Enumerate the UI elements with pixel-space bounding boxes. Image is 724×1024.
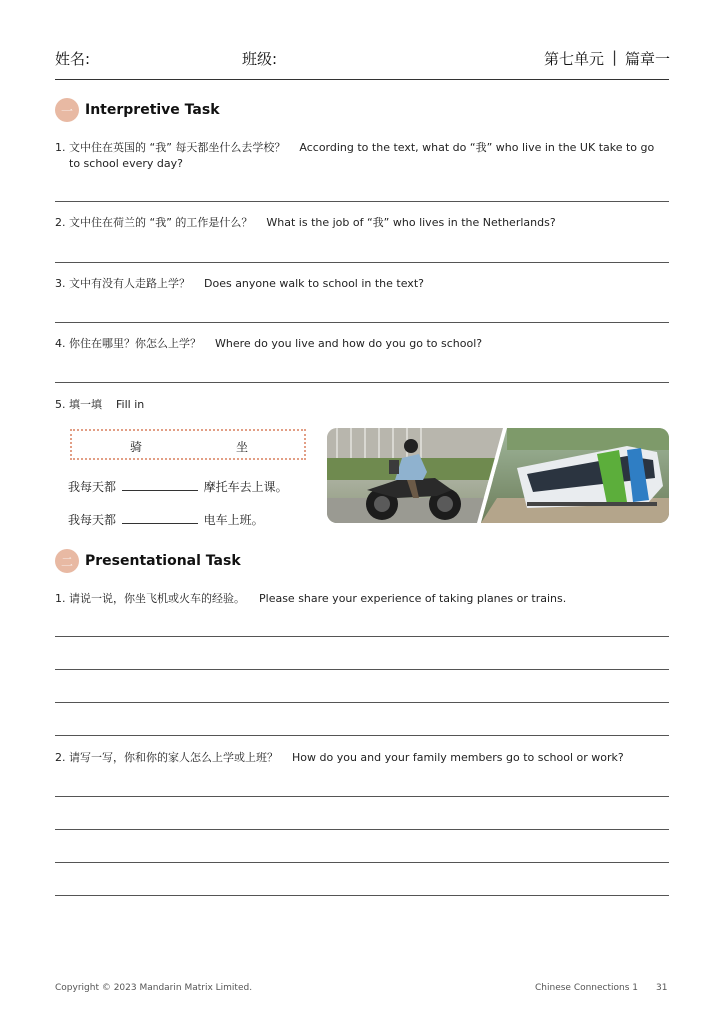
answer-line[interactable] <box>55 702 669 703</box>
answer-line[interactable] <box>55 636 669 637</box>
answer-line[interactable] <box>55 322 669 323</box>
presentational-question-1: 1. 请说一说，你坐飞机或火车的经验。 Please share your experience of taking planes or trains. <box>55 592 567 605</box>
answer-line[interactable] <box>55 862 669 863</box>
section-1-header <box>55 98 220 122</box>
word-bank-item: 骑 <box>130 440 143 454</box>
class-label: 班级: <box>242 50 278 68</box>
section-2-header <box>55 549 241 573</box>
word-bank-item: 坐 <box>236 440 249 454</box>
section-title: Interpretive Task <box>85 102 220 118</box>
answer-line[interactable] <box>55 796 669 797</box>
answer-line[interactable] <box>55 669 669 670</box>
fill-sentence-1: 我每天都 摩托车去上课。 <box>68 480 288 494</box>
answer-line[interactable] <box>55 895 669 896</box>
answer-line[interactable] <box>55 201 669 202</box>
fill-sentence-2: 我每天都 电车上班。 <box>68 513 264 527</box>
header-divider <box>55 79 669 80</box>
question-4: 4. 你住在哪里？你怎么上学？ Where do you live and how do you go to school? <box>55 337 483 350</box>
chapter-label: 篇章一 <box>625 50 671 68</box>
name-label: 姓名: <box>55 50 91 68</box>
question-1: 1. 文中住在英国的 “我” 每天都坐什么去学校？ According to the text, what do “我” who live in the UK take to go to school every day? <box>55 141 655 170</box>
question-2: 2. 文中住在荷兰的 “我” 的工作是什么？ What is the job of “我” who lives in the Netherlands? <box>55 216 556 229</box>
section-number-badge: 二 <box>55 549 79 573</box>
presentational-question-2: 2. 请写一写，你和你的家人怎么上学或上班？ How do you and your family members go to school or work? <box>55 751 624 764</box>
answer-line[interactable] <box>55 829 669 830</box>
section-number-badge: 一 <box>55 98 79 122</box>
section-title: Presentational Task <box>85 553 241 569</box>
word-bank <box>70 429 306 460</box>
answer-line[interactable] <box>55 262 669 263</box>
question-3: 3. 文中有没有人走路上学？ Does anyone walk to school in the text? <box>55 277 424 290</box>
transport-photo <box>327 428 669 523</box>
page-number: 31 <box>656 983 668 993</box>
copyright-text: Copyright © 2023 Mandarin Matrix Limited. <box>55 983 253 993</box>
question-5: 5. 填一填 Fill in <box>55 398 145 411</box>
unit-label: 第七单元 <box>544 50 605 68</box>
book-title: Chinese Connections 1 <box>535 983 639 993</box>
answer-line[interactable] <box>55 382 669 383</box>
fill-blank[interactable] <box>122 480 198 491</box>
answer-line[interactable] <box>55 735 669 736</box>
fill-blank[interactable] <box>122 513 198 524</box>
header-separator: | <box>612 48 618 66</box>
